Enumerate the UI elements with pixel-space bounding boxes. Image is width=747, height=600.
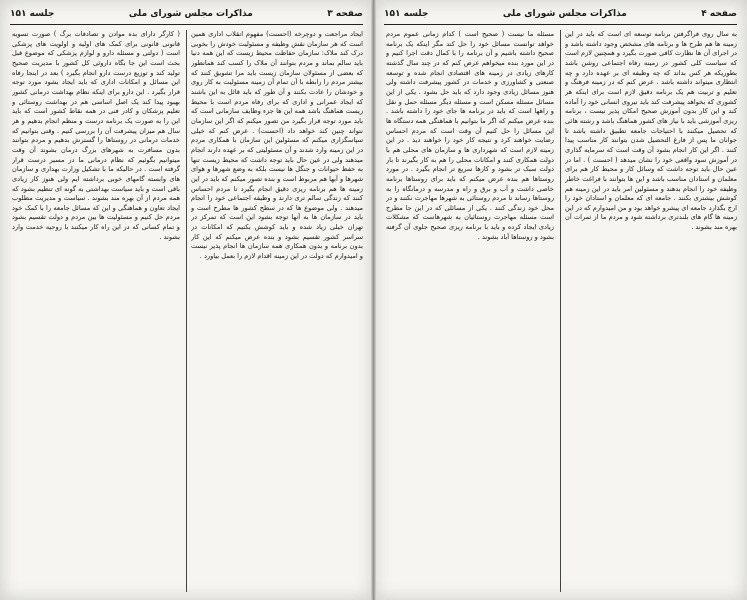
left-page-column-left-text: ( کارگر دارای بده موادن و تصادفات برگ ) صورت تسویه قانونی قانونی برای کمک های اولیه و اولویت های پزشکی است ( دولتی و مسئله دارو و لوازم پزشکی که موضوع قبل بحث است این جا بگاه داروئی کل کشور با مدیریت صحیح تولید کند و توزیع درست دارو انجام بگیرد ) بعد در اینجا رفاه این مسائل و امکانات اداری که باید ایجاد بشود مورد توجه قرار بگیرد . این دارو برای اینکه نظام بهداشت درمانی کشور بهبود پیدا کند یک اصل اساسی هم در بهداشت روستائی و تعلیم پزشکان و کادر فنی در همه نقاط کشور است که باید این را به صورت یک برنامه درست و منظم انجام بدهیم و هر سال هم میزان پیشرفت آن را بررسی کنیم . وقتی بتوانیم که خدمات درمانی در روستاها را گسترش بدهیم و مردم بتوانند بدون مسافرت به شهرهای بزرگ درمان بشوند آن وقت میتوانیم بگوئیم که نظام درمانی ما در مسیر درست قرار گرفته است . در حالیکه ما با تشکیل وزارت بهداری و سازمان های وابسته گامهای خوبی برداشته ایم ولی هنوز کار زیادی باقی است و باید سیاست بهداشتی به گونه ای تنظیم بشود که همه مردم از آن بهره مند بشوند . سیاست و مدیریت مطلوب ایجاد تعاون و هماهنگی و این که مسائل جامعه را با کمک خود مردم حل کنیم و مسئولیت ها بین مردم و دولت تقسیم بشود و تمام کسانی که در این راه کار میکنند با روحیه خدمت وارد بشوند . bbox=[12, 30, 180, 241]
left-page-session: جلسه ۱۵۱ bbox=[10, 9, 55, 19]
left-column-divider bbox=[186, 30, 187, 592]
right-page-column-right bbox=[565, 30, 737, 594]
right-page-number: صفحه ۴ bbox=[701, 9, 737, 19]
left-page-number: صفحه ۳ bbox=[327, 9, 363, 19]
right-header-rule bbox=[384, 24, 737, 25]
left-page-column-left bbox=[12, 30, 180, 594]
right-page-column-left-text: مسئله ما نیست ( صحیح است ) کدام زمانی عموم مردم خواهد توانست مسائل خود را حل کند مگر اینکه یک برنامه صحیح داشته باشیم و آن برنامه را با کمال دقت اجرا کنیم و در این مورد بنده میخواهم عرض کنم که در چند سال گذشته کارهای زیادی در زمینه های اقتصادی انجام شده و توسعه صنعتی و کشاورزی و خدمات در کشور پیشرفت داشته ولی هنوز مسائل زیادی وجود دارد که باید حل بشود . یکی از این مسائل مسئله مسکن است و مسئله دیگر مسئله حمل و نقل و راهها است که باید در برنامه ها جای خود را داشته باشد . بنده عرض میکنم که اگر ما بتوانیم با هماهنگی همه دستگاه ها این مسائل را حل کنیم آن وقت است که مردم احساس رضایت خواهند کرد و نتیجه کار خود را خواهند دید . در این زمینه لازم است که شهرداری ها و سازمان های محلی هم با دولت همکاری کنند و امکانات محلی را هم به کار بگیرند تا بار دولت سبک تر بشود و کارها سریع تر انجام بگیرد . در مورد روستاها هم بنده عرض میکنم که باید برای روستاها برنامه خاصی داشت و آب و برق و راه و مدرسه و درمانگاه را به روستاها رساند تا مردم روستائی به شهرها مهاجرت نکنند و در محل خود زندگی کنند . یکی از مسائلی که در این جا مطرح است مسئله مهاجرت روستائیان به شهرهاست که مشکلات زیادی ایجاد کرده و باید با برنامه ریزی صحیح جلوی آن گرفته بشود و روستاها آباد بشوند . bbox=[386, 30, 554, 241]
left-page-title: مذاکرات مجلس شورای ملی bbox=[128, 9, 253, 19]
right-page-column-left bbox=[386, 30, 554, 594]
left-page-column-right-text: ایجاد مراجعت و دوچرخه (احسنت) مفهوم انقلاب اداری همین است که هر سازمان نقش وظیفه و مسئولیت خودش را بخوبی درک کند ملاک: سازمان حفاظت محیط زیست که این همه دنیا باید سالم بماند و مردم بتوانند آن ملاک را کسب کند همانطور که بعضی از مسئولان سازمان زیست باید مرا تشویق کنند که بیشتر مردم را رابطه با آن تمام آن زمینه مسئولیت به کار روی و خودشان را عادت بکنند و آن طور که باید قائل به این باشند که ایجاد عمرانی و اداری که برای رفاه مردم است با محیط زیست هماهنگ باشد همه این ها جزء وظایف سازمانی است که باید مورد توجه قرار بگیرد من تصور میکنم که اگر این سازمان نتواند چنین کند خواهد داد (احسنت) . عرض کنم که خیلی سپاسگزاری میکنم که مسئولین این سازمان با همکاری مردم در این زمینه وارد شدند و آن مسئولیتی که بر عهده دارند انجام میدهند ولی در عین حال باید توجه داشت که محیط زیست تنها به حفظ حیوانات و جنگل ها نیست بلکه به وضع شهرها و هوای شهرها و آبها هم مربوط است و بنده تصور میکنم که باید در این زمینه ها هم برنامه ریزی دقیق انجام بگیرد تا مردم احساس کنند که زندگی سالم تری دارند و وظیفه اجتماعی خود را انجام میدهند . ولی موضوع ها که در سطح کشور ها مطرح است و باید در سازمان ها به آنها توجه بشود این است که تمرکز در تهران خیلی زیاد شده و باید کوشش بکنیم که امکانات در سراسر کشور تقسیم بشود و بنده عرض میکنم که این کار بدون برنامه و بدون همکاری همه سازمان ها انجام پذیر نیست و امیدوارم که دولت در این زمینه اقدام لازم را بعمل بیاورد . bbox=[191, 30, 363, 261]
right-page bbox=[374, 0, 747, 600]
right-page-session: جلسه ۱۵۱ bbox=[384, 9, 429, 19]
left-page-column-right bbox=[191, 30, 363, 594]
right-column-divider bbox=[560, 30, 561, 592]
right-page-header bbox=[384, 6, 737, 22]
left-header-rule bbox=[10, 24, 363, 25]
book-gutter bbox=[371, 0, 376, 600]
right-page-column-right-text: به سال روی فراگرفتن برنامه توسعه ای است که باید در این زمینه ها هم طرح ها و برنامه های مشخص وجود داشته باشد و در اجرای آن ها نظارت کافی صورت بگیرد و همچنین لازم است که سیاست کلی کشور در زمینه رفاه اجتماعی روشن باشد بطوریکه هر کس بداند که چه وظیفه ای بر عهده دارد و چه انتظاری میتواند داشته باشد . عرض کنم که در زمینه فرهنگ و تعلیم و تربیت هم یک برنامه دقیق لازم است برای اینکه هر کشوری که بخواهد پیشرفت کند باید نیروی انسانی خود را آماده کند و این کار بدون آموزش صحیح امکان پذیر نیست ، برنامه ریزی آموزشی باید با نیاز های کشور هماهنگ باشد و رشته هائی که تحصیل میکنند با احتیاجات جامعه تطبیق داشته باشد تا جوانان ما پس از فارغ التحصیل شدن بتوانند کار مناسب پیدا کنند . اگر این کار انجام بشود آن وقت است که سرمایه گذاری در آموزش سود واقعی خود را نشان میدهد ( احسنت ) . اما در عین حال باید توجه داشت که وسائل کار و محیط کار هم برای معلمان و استادان مناسب باشد و این ها بتوانند با فراغت خاطر وظیفه خود را انجام بدهند و مسئولین امر باید در این زمینه هم کوشش بیشتری بکنند . جامعه ای که معلمان و استادان خود را ارج بگذارد جامعه ای پیشرو خواهد بود و من امیدوارم که در این زمینه ها گام های بلندتری برداشته شود و مردم ما از ثمرات آن بهره مند بشوند . bbox=[565, 30, 737, 232]
left-page bbox=[0, 0, 373, 600]
left-page-header bbox=[10, 6, 363, 22]
right-page-title: مذاکرات مجلس شورای ملی bbox=[502, 9, 627, 19]
